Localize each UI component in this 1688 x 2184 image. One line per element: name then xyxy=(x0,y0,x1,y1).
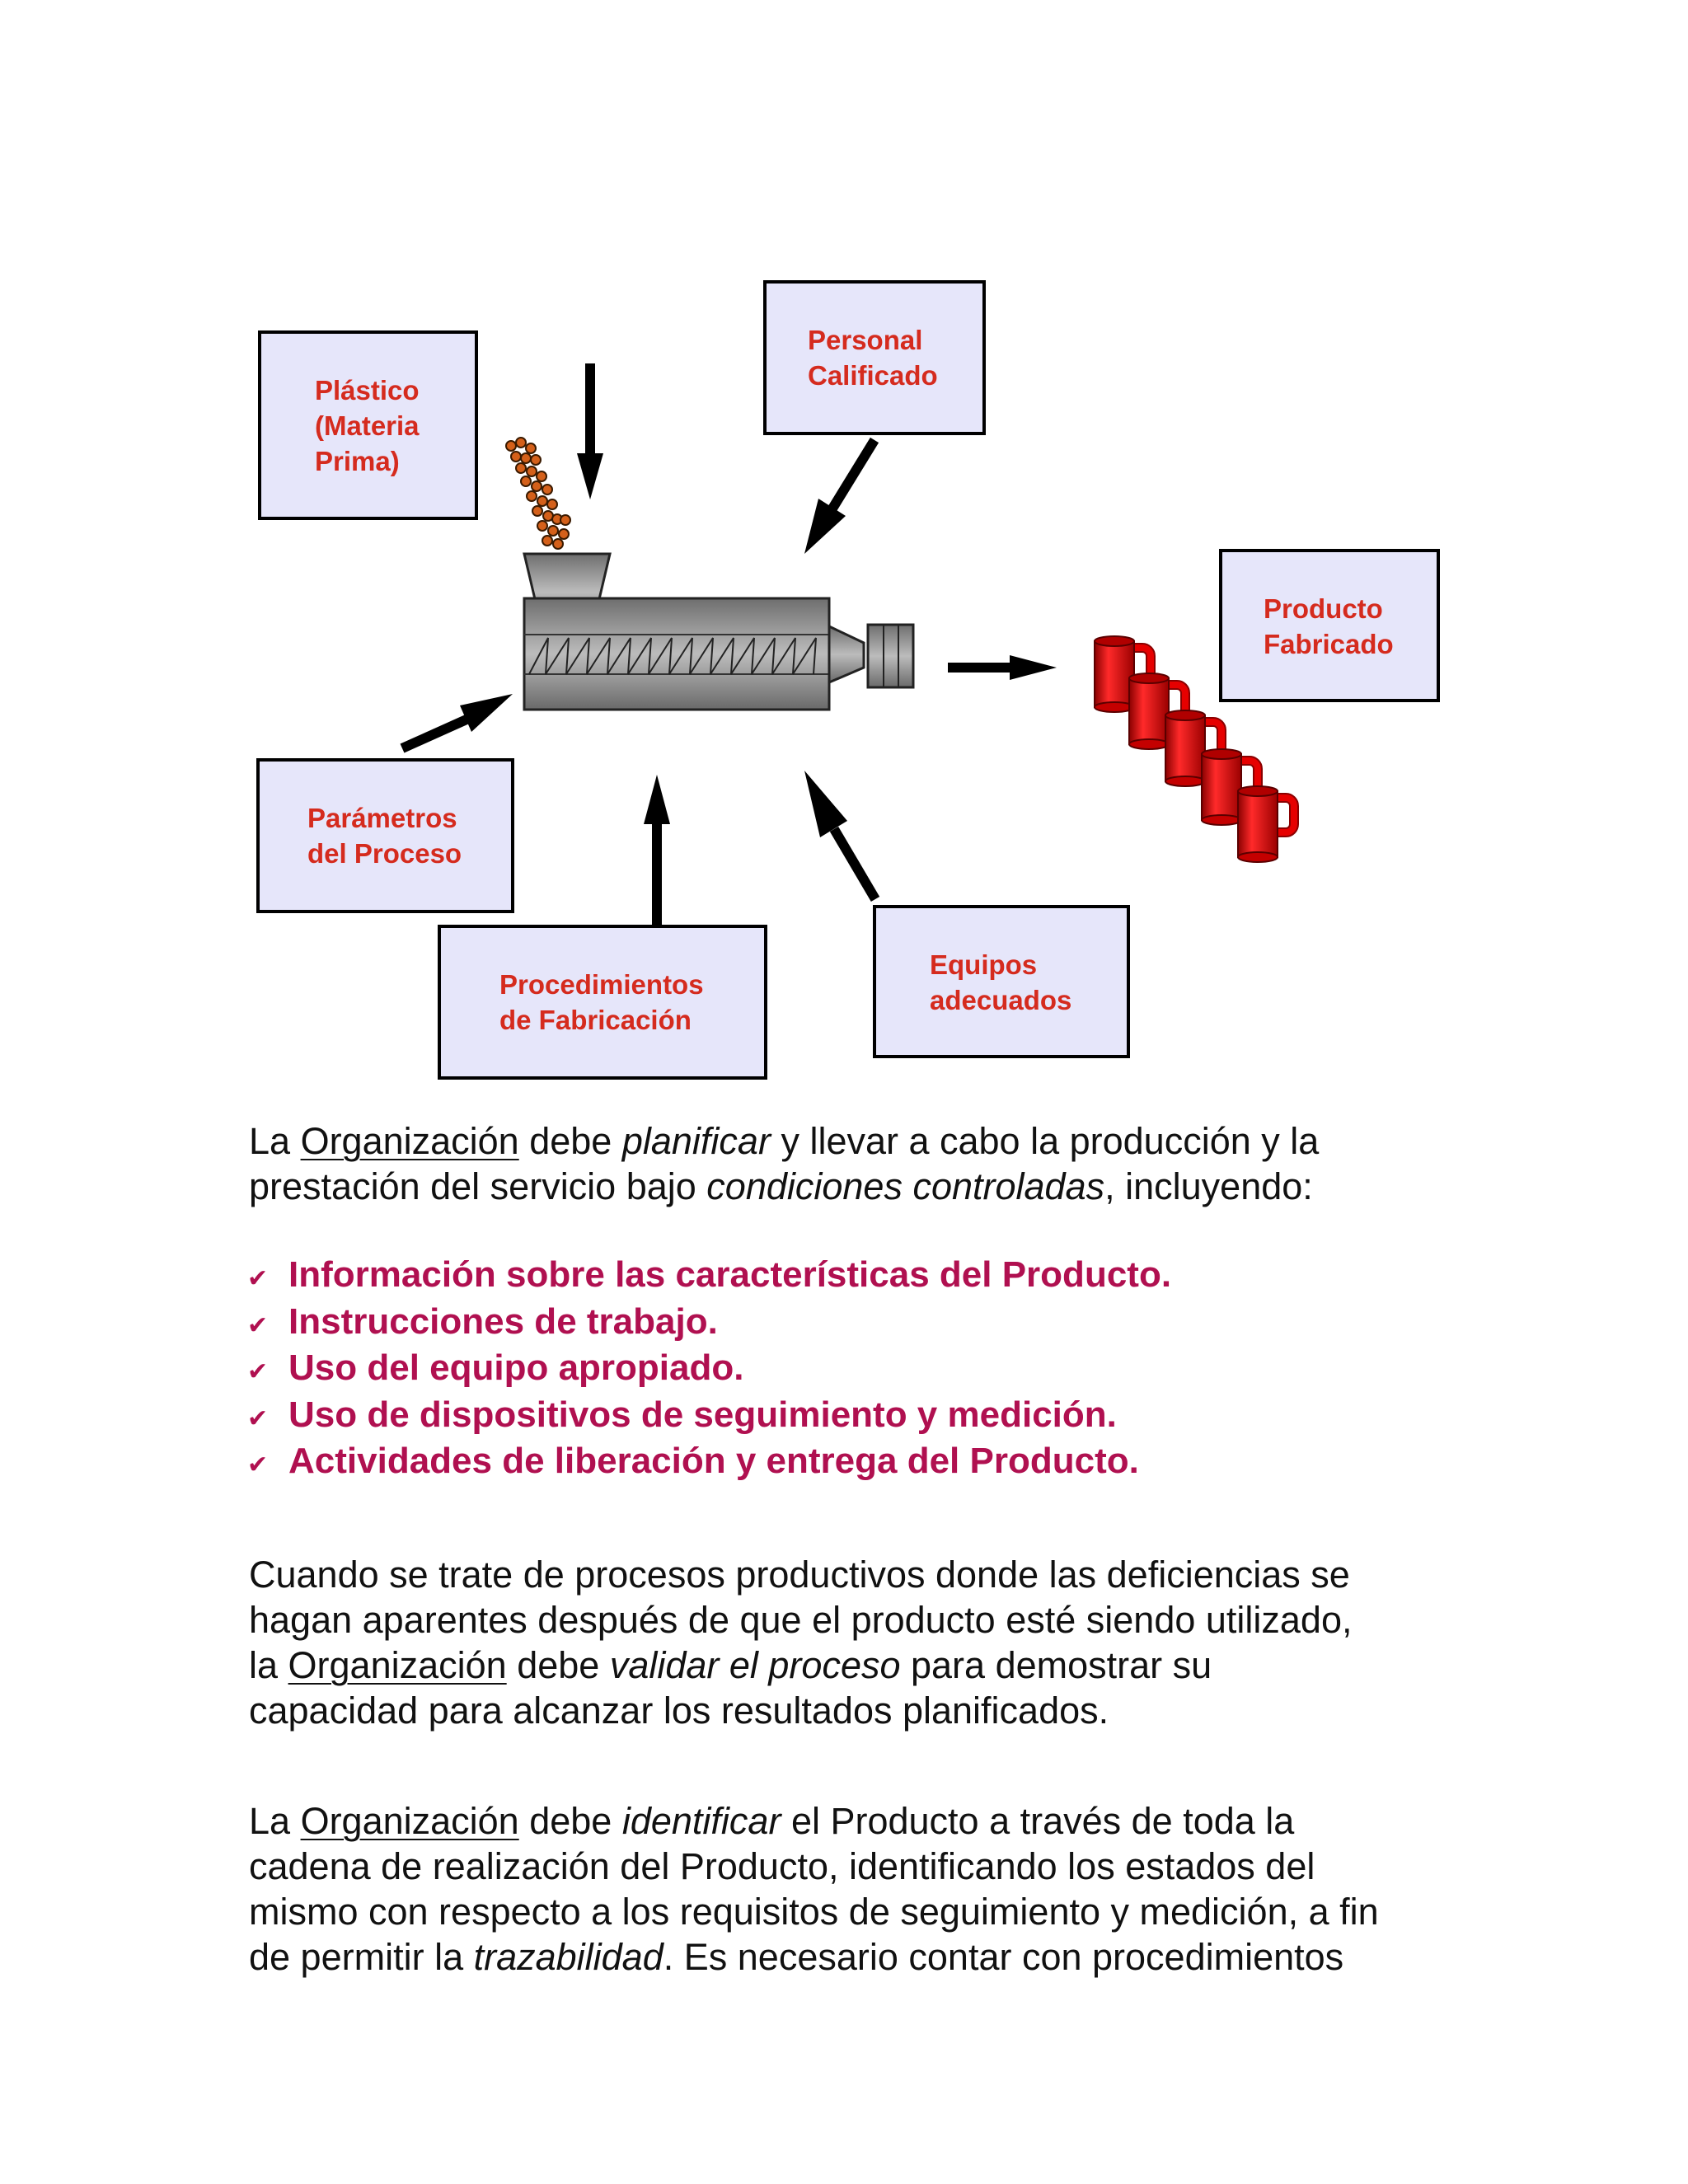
box-parametros-line: del Proceso xyxy=(307,838,462,869)
text-run: debe xyxy=(506,1644,610,1686)
text-run: La xyxy=(249,1120,301,1162)
text-run: , incluyendo: xyxy=(1104,1165,1313,1207)
text-run: el Producto a través de toda la xyxy=(781,1800,1295,1842)
organization-term: Organización xyxy=(300,1800,519,1842)
text-run: debe xyxy=(518,1120,622,1162)
plastic-pellets-icon xyxy=(506,438,570,549)
check-icon: ✔ xyxy=(247,1358,269,1385)
emphasis-term: validar el proceso xyxy=(609,1644,901,1686)
arrow-procedimientos-in xyxy=(644,775,670,926)
text-run: debe xyxy=(518,1800,622,1842)
organization-term: Organización xyxy=(288,1644,507,1686)
box-equipos xyxy=(874,907,1128,1057)
check-icon: ✔ xyxy=(247,1451,269,1479)
intro-line-2 xyxy=(249,1164,1469,1209)
check-icon: ✔ xyxy=(247,1265,269,1292)
text-run: la xyxy=(249,1644,288,1686)
validation-paragraph xyxy=(249,1552,1469,1733)
emphasis-term: identificar xyxy=(621,1800,781,1842)
box-equipos-line: Equipos xyxy=(930,949,1038,980)
check-icon: ✔ xyxy=(247,1311,269,1339)
validation-line-1: Cuando se trate de procesos productivos donde las deficiencias se xyxy=(249,1554,1350,1596)
emphasis-term: planificar xyxy=(621,1120,771,1162)
box-personal-line: Calificado xyxy=(808,360,938,391)
checklist-item-text: Actividades de liberación y entrega del Producto. xyxy=(288,1441,1139,1481)
checklist-item xyxy=(247,1394,1484,1441)
emphasis-term: condiciones controladas xyxy=(706,1165,1105,1207)
text-run: . Es necesario contar con procedimientos xyxy=(663,1936,1344,1978)
validation-line-2: hagan aparentes después de que el producto esté siendo utilizado, xyxy=(249,1599,1353,1641)
requirements-checklist xyxy=(247,1254,1484,1488)
box-personal xyxy=(765,282,984,434)
box-producto xyxy=(1221,551,1438,701)
checklist-item-text: Información sobre las características del Producto. xyxy=(288,1254,1172,1295)
checklist-item-text: Uso del equipo apropiado. xyxy=(288,1347,744,1388)
text-run: y llevar a cabo la producción y la xyxy=(770,1120,1320,1162)
box-procedimientos xyxy=(439,926,766,1078)
checklist-item xyxy=(247,1254,1484,1301)
intro-line-1 xyxy=(249,1118,1469,1164)
box-plastico-line: Prima) xyxy=(315,446,400,476)
identification-line-2: cadena de realización del Producto, identificando los estados del xyxy=(249,1845,1315,1887)
injection-molding-machine-icon xyxy=(524,554,913,710)
box-plastico xyxy=(260,332,476,518)
identification-line-3: mismo con respecto a los requisitos de seguimiento y medición, a fin xyxy=(249,1891,1379,1933)
text-run: La xyxy=(249,1800,301,1842)
arrow-parametros-in xyxy=(402,694,513,748)
box-plastico-line: (Materia xyxy=(315,410,420,441)
checklist-item xyxy=(247,1301,1484,1348)
process-diagram xyxy=(0,0,1688,1088)
emphasis-term: trazabilidad xyxy=(473,1936,663,1978)
text-run: prestación del servicio bajo xyxy=(249,1165,707,1207)
box-plastico-line: Plástico xyxy=(315,375,420,405)
identification-paragraph xyxy=(249,1798,1469,1980)
box-producto-line: Fabricado xyxy=(1264,629,1394,659)
box-parametros xyxy=(258,760,513,912)
box-procedimientos-line: de Fabricación xyxy=(499,1005,692,1035)
box-equipos-line: adecuados xyxy=(930,985,1072,1015)
box-personal-line: Personal xyxy=(808,325,923,355)
arrow-personal-in xyxy=(804,440,874,554)
identification-line-4 xyxy=(249,1934,1469,1980)
intro-paragraph xyxy=(249,1118,1469,1209)
text-run: para demostrar su xyxy=(900,1644,1212,1686)
box-producto-line: Producto xyxy=(1264,593,1383,624)
organization-term: Organización xyxy=(300,1120,519,1162)
checklist-item-text: Uso de dispositivos de seguimiento y medición. xyxy=(288,1394,1117,1435)
validation-line-4: capacidad para alcanzar los resultados planificados. xyxy=(249,1690,1109,1732)
checklist-item-text: Instrucciones de trabajo. xyxy=(288,1301,718,1342)
checklist-item xyxy=(247,1441,1484,1488)
arrow-material-in xyxy=(577,363,603,499)
text-run: de permitir la xyxy=(249,1936,474,1978)
checklist-item xyxy=(247,1347,1484,1394)
identification-line-1 xyxy=(249,1798,1469,1844)
arrow-product-out xyxy=(948,655,1057,680)
box-parametros-line: Parámetros xyxy=(307,803,457,833)
validation-line-3 xyxy=(249,1643,1469,1688)
arrow-equipos-in xyxy=(804,771,875,899)
check-icon: ✔ xyxy=(247,1404,269,1432)
box-procedimientos-line: Procedimientos xyxy=(499,969,704,1000)
